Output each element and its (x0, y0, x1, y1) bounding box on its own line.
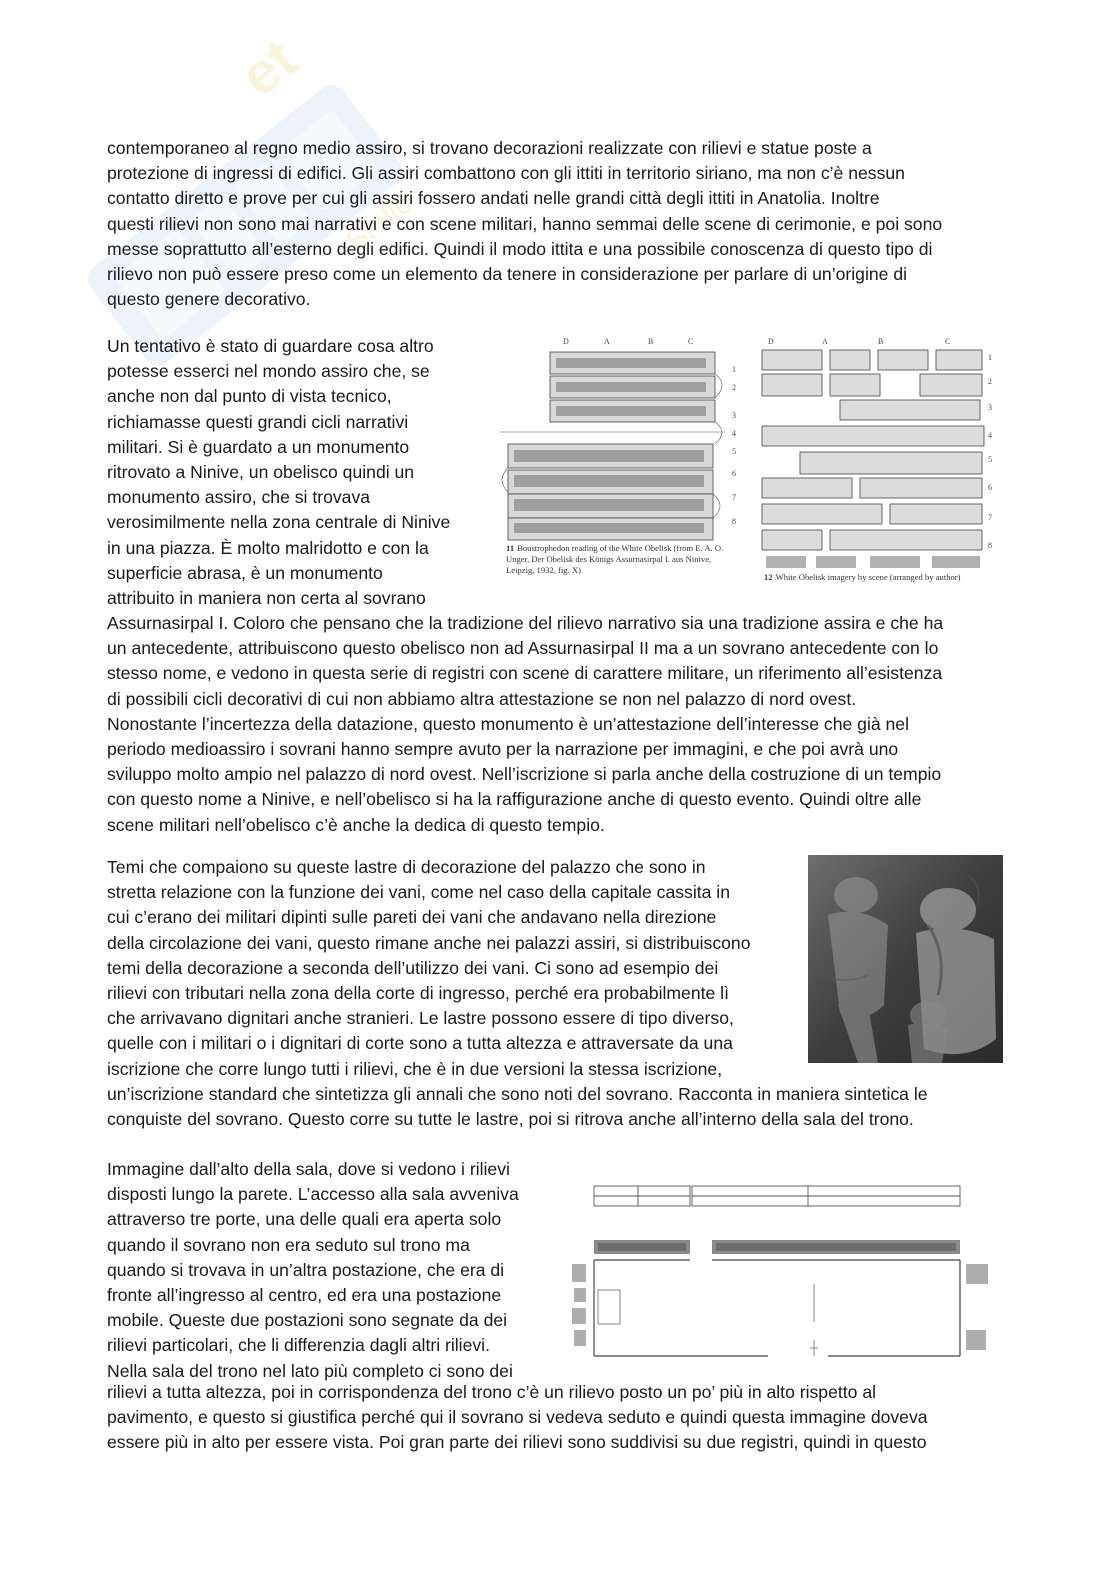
svg-text:Stello: Stello (339, 186, 419, 259)
relief-photo (808, 855, 1003, 1063)
svg-text:7: 7 (732, 493, 736, 502)
paragraph-obelisk-intro: Un tentativo è stato di guardare cosa altro potesse esserci nel mondo assiro che, se anche non dal punto di vista tecnico, richiamasse questi grandi cicli narrativi militari. Si è guardato a un monumento ritrovato a Ninive, un obelisco quindi un monumento assiro, che si trovava verosimilmente nella zona centrale di Ninive in una piazza. È molto malridotto e con la superficie abrasa, è un monumento attribuito in maniera non certa al sovrano (107, 336, 451, 609)
svg-text:B: B (878, 337, 884, 346)
svg-text:2: 2 (732, 383, 736, 392)
svg-text:5: 5 (988, 455, 992, 464)
svg-text:3: 3 (988, 403, 992, 412)
throne-room-plan (568, 1180, 996, 1362)
paragraph-throne-reliefs: rilievi a tutta altezza, poi in corrispondenza del trono c’è un rilievo posto un po’ più in alto rispetto al pavimento, e questo si giustifica perché qui il sovrano si vedeva seduto e quindi questa immagine doveva essere più in alto per essere vista. Poi gran parte dei rilievi sono suddivisi su due registri, quindi in questo (107, 1382, 928, 1453)
svg-text:4: 4 (732, 429, 736, 438)
svg-text:A: A (604, 337, 610, 346)
svg-text:8: 8 (732, 517, 736, 526)
svg-text:8: 8 (988, 541, 992, 550)
svg-text:3: 3 (732, 411, 736, 420)
svg-text:C: C (688, 337, 694, 346)
svg-text:A: A (822, 337, 828, 346)
svg-text:et: et (228, 26, 310, 110)
obelisk-caption-right: 12 White Obelisk imagery by scene (arranged by author) (764, 572, 961, 582)
paragraph-throne-room: Immagine dall’alto della sala, dove si vedono i rilievi disposti lungo la parete. L’accesso alla sala avveniva attraverso tre porte, una delle quali era aperta solo quando il sovrano non era seduto sul trono ma quando si trovava in un’altra postazione, che era di fronte all’ingresso al centro, ed era una postazione mobile. Queste due postazioni sono segnate da dei rilievi particolari, che li differenzia dagli altri rilievi. Nella sala del trono nel lato più completo ci sono dei (107, 1159, 519, 1381)
svg-text:4: 4 (988, 431, 992, 440)
svg-text:D: D (768, 337, 774, 346)
svg-text:6: 6 (988, 483, 992, 492)
svg-text:1: 1 (732, 365, 736, 374)
obelisk-caption-left: 11 Boustrophedon reading of the White Obelisk (from E. A. O. Unger, Der Obelisk des Königs Assurnasirpal I. aus Ninive, Leipzig, 1932, fig. X) (506, 543, 724, 575)
svg-text:7: 7 (988, 513, 992, 522)
paragraph-obelisk-attribution: Assurnasirpal I. Coloro che pensano che la tradizione del rilievo narrativo sia una tradizione assira e che ha un antecedente, attribuiscono questo obelisco non ad Assurnasirpal II ma a un sovrano antecedente con lo stesso nome, e vedono in questa serie di registri con scene di carattere militare, un riferimento all’esistenza di possibili cicli decorativi di cui non abbiamo altra attestazione se non nel palazzo di nord ovest. Nonostante l’incertezza della datazione, questo monumento è un’attestazione dell’interesse che già nel periodo medioassiro i sovrani hanno sempre avuto per la narrazione per immagini, e che poi avrà uno sviluppo molto ampio nel palazzo di nord ovest. Nell’iscrizione si parla anche della costruzione di un tempio con questo nome a Ninive, e nell’obelisco si ha la raffigurazione anche di questo evento. Quindi oltre alle scene militari nell’obelisco c’è anche la dedica di questo tempio. (107, 613, 944, 835)
paragraph-palace-themes: Temi che compaiono su queste lastre di decorazione del palazzo che sono in stretta relazione con la funzione dei vani, come nel caso della capitale cassita in cui c’erano dei militari dipinti sulle pareti dei vani che andavano nella direzione della circolazione dei vani, questo rimane anche nei palazzi assiri, si distribuiscono temi della decorazione a seconda dell’utilizzo dei vani. Ci sono ad esempio dei rilievi con tributari nella zona della corte di ingresso, perché era probabilmente lì che arrivavano dignitari anche stranieri. Le lastre possono essere di tipo diverso, quelle con i militari o i dignitari di corte sono a tutta altezza e attraversate da una iscrizione che corre lungo tutti i rilievi, che è in due versioni la stessa iscrizione, (107, 857, 751, 1079)
svg-text:6: 6 (732, 469, 736, 478)
svg-text:1: 1 (988, 353, 992, 362)
svg-text:B: B (648, 337, 654, 346)
svg-text:D: D (563, 337, 569, 346)
paragraph-standard-inscription: un’iscrizione standard che sintetizza gli annali che sono noti del sovrano. Racconta in maniera sintetica le conquiste del sovrano. Questo corre su tutte le lastre, poi si ritrova anche all’interno della sala del trono. (107, 1084, 928, 1130)
svg-text:5: 5 (732, 447, 736, 456)
svg-text:2: 2 (988, 377, 992, 386)
svg-text:C: C (945, 337, 951, 346)
paragraph-hittite-reliefs: contemporaneo al regno medio assiro, si trovano decorazioni realizzate con rilievi e statue poste a protezione di ingressi di edifici. Gli assiri combattono con gli ittiti in territorio siriano, ma non c’è nessun contatto diretto e prove per cui gli assiri fossero andati nelle grandi città degli ittiti in Anatolia. Inoltre questi rilievi non sono mai narrativi e con scene militari, hanno semmai delle scene di cerimonie, e poi sono messe soprattutto all’esterno degli edifici. Quindi il modo ittita e una possibile conoscenza di questo tipo di rilievo non può essere preso come un elemento da tenere in considerazione per parlare di un’origine di questo genere decorativo. (107, 138, 943, 310)
